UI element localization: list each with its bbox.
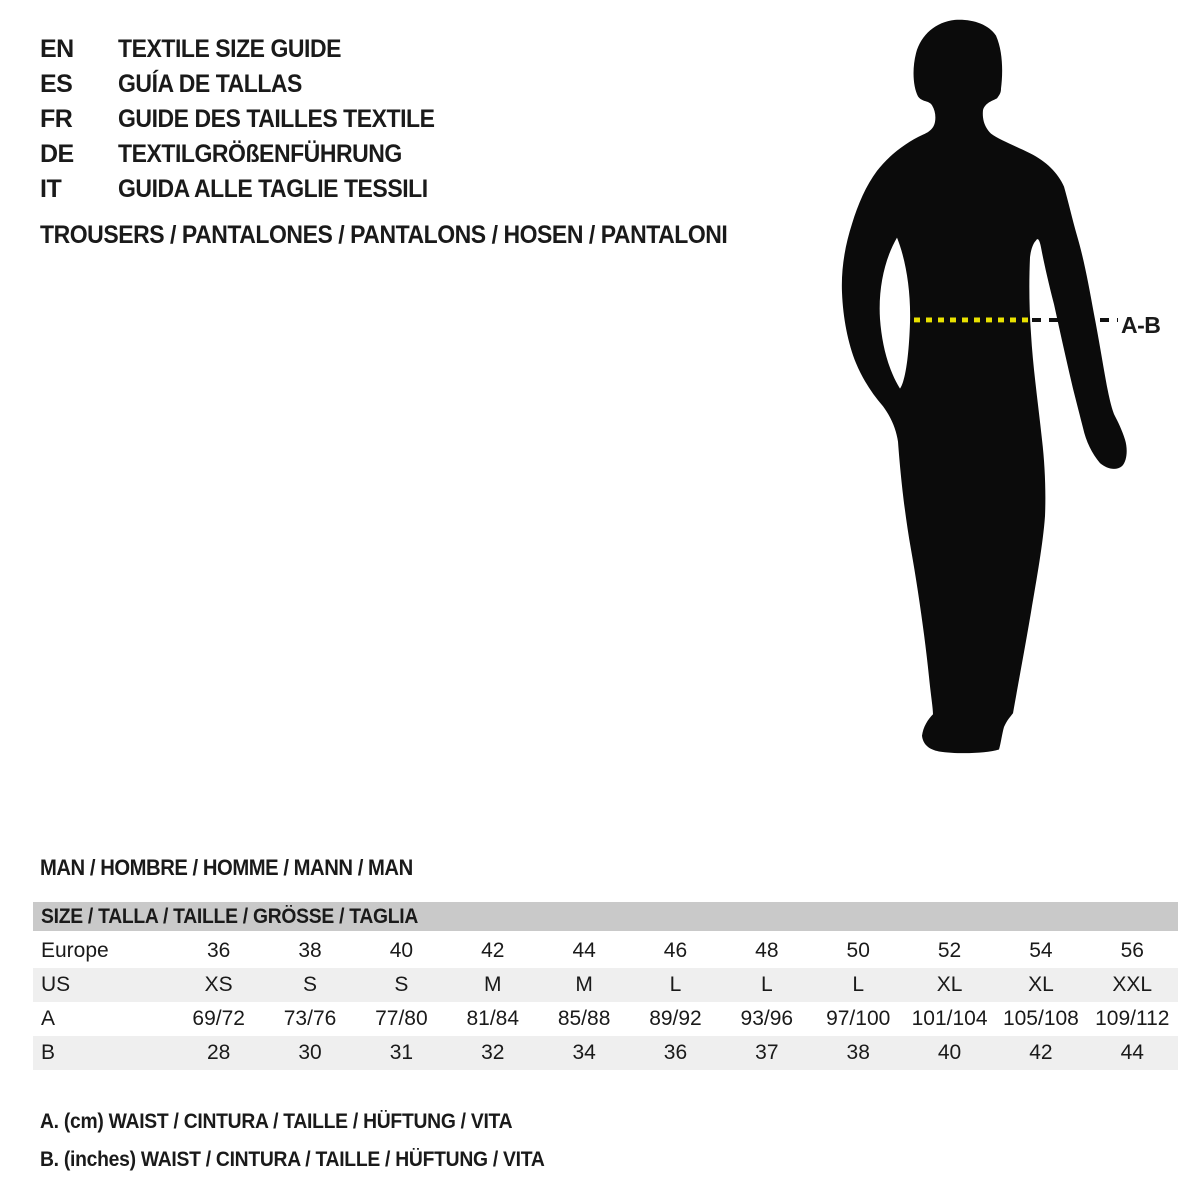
size-cell: 38 (846, 1041, 870, 1064)
language-row (40, 172, 462, 207)
language-code: DE (40, 140, 74, 168)
size-cell: S (394, 973, 409, 996)
size-cell: 101/104 (911, 1007, 988, 1030)
size-cell: L (669, 973, 682, 996)
size-cell: 40 (389, 939, 414, 962)
language-list (40, 32, 462, 207)
section-heading: MAN / HOMBRE / HOMME / MANN / MAN (40, 855, 413, 880)
size-cell: 85/88 (557, 1007, 611, 1030)
table-row (33, 968, 1178, 1002)
size-cell: XS (204, 973, 233, 996)
row-label: Europe (41, 939, 109, 962)
size-table-body (33, 934, 1178, 1070)
size-cell: L (852, 973, 865, 996)
man-silhouette-figure (835, 15, 1135, 775)
size-cell: 77/80 (375, 1007, 428, 1030)
silhouette-svg (835, 15, 1135, 775)
language-code: EN (40, 35, 74, 63)
row-label: A (41, 1007, 56, 1030)
measure-label: A-B (1121, 312, 1161, 338)
size-cell: 42 (481, 939, 505, 962)
row-label: B (41, 1041, 56, 1064)
size-cell: 34 (572, 1041, 596, 1064)
size-cell: 105/108 (1002, 1007, 1079, 1030)
size-cell: 93/96 (740, 1007, 794, 1030)
size-cell: M (575, 973, 593, 996)
size-cell: 46 (663, 939, 688, 962)
size-cell: 28 (207, 1041, 231, 1064)
size-cell: 109/112 (1095, 1007, 1170, 1030)
size-cell: 97/100 (826, 1007, 891, 1030)
size-cell: 69/72 (192, 1007, 245, 1030)
language-row (40, 102, 462, 137)
silhouette-path (842, 20, 1127, 753)
size-cell: XL (1028, 973, 1054, 996)
size-cell: 42 (1029, 1041, 1053, 1064)
size-cell: 48 (755, 939, 779, 962)
language-row (40, 137, 462, 172)
size-cell: 36 (663, 1041, 688, 1064)
size-cell: XL (936, 973, 963, 996)
size-cell: 44 (1120, 1041, 1144, 1064)
size-cell: 30 (298, 1041, 322, 1064)
language-code: IT (40, 175, 62, 203)
size-cell: 54 (1029, 939, 1053, 962)
size-cell: 32 (481, 1041, 505, 1064)
language-row (40, 32, 462, 67)
size-cell: 52 (937, 939, 962, 962)
size-cell: 36 (207, 939, 231, 962)
size-cell: S (303, 973, 318, 996)
language-code: FR (40, 105, 73, 133)
size-cell: 37 (755, 1041, 779, 1064)
language-guide-title: GUIDA ALLE TAGLIE TESSILI (118, 175, 428, 203)
size-cell: 40 (937, 1041, 962, 1064)
table-row (33, 1036, 1178, 1070)
language-guide-title: TEXTILGRÖßENFÜHRUNG (118, 140, 402, 168)
size-cell: 38 (298, 939, 322, 962)
language-row (40, 67, 462, 102)
language-guide-title: GUÍA DE TALLAS (118, 70, 302, 98)
footnotes (40, 1110, 588, 1186)
size-table-header: SIZE / TALLA / TAILLE / GRÖSSE / TAGLIA (33, 902, 1178, 931)
size-table (33, 902, 1178, 1070)
language-guide-title: GUIDE DES TAILLES TEXTILE (118, 105, 435, 133)
table-row (33, 1002, 1178, 1036)
size-cell: 89/92 (649, 1007, 702, 1030)
footnote-line: A. (cm) WAIST / CINTURA / TAILLE / HÜFTUNG / VITA (40, 1110, 513, 1133)
language-code: ES (40, 70, 73, 98)
size-cell: 56 (1120, 939, 1144, 962)
size-cell: M (484, 973, 502, 996)
category-heading: TROUSERS / PANTALONES / PANTALONS / HOSEN / PANTALONI (40, 221, 728, 249)
language-guide-title: TEXTILE SIZE GUIDE (118, 35, 342, 63)
size-cell: 73/76 (283, 1007, 337, 1030)
row-label: US (41, 973, 71, 996)
size-cell: 44 (572, 939, 596, 962)
footnote-line: B. (inches) WAIST / CINTURA / TAILLE / HÜFTUNG / VITA (40, 1148, 545, 1171)
size-cell: XXL (1112, 973, 1153, 996)
size-cell: 81/84 (466, 1007, 520, 1030)
size-cell: L (760, 973, 773, 996)
size-cell: 50 (846, 939, 870, 962)
table-row (33, 934, 1178, 968)
size-cell: 31 (389, 1041, 414, 1064)
